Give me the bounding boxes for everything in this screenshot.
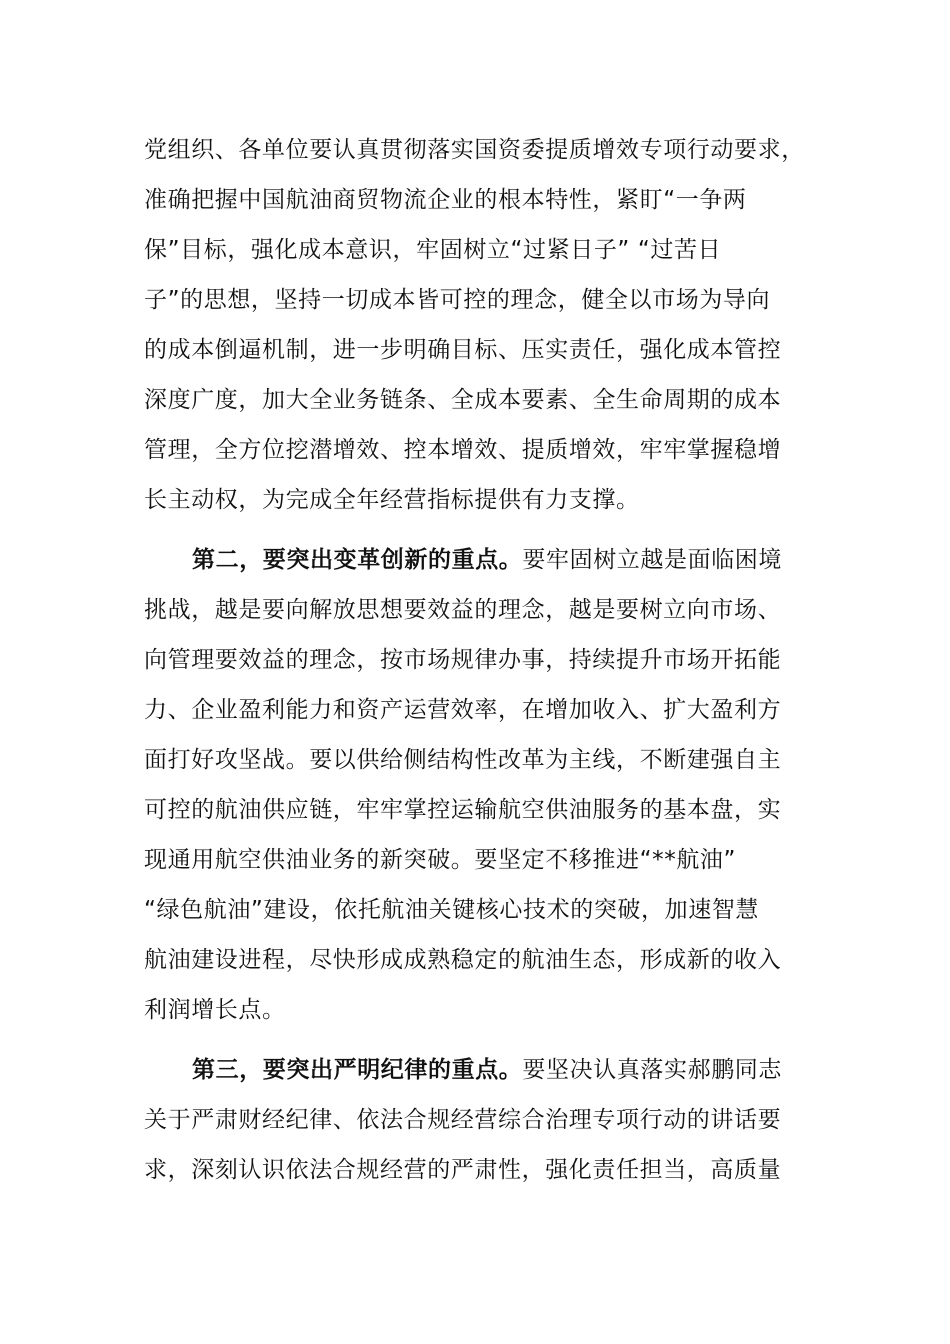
paragraph-line: 航油建设进程，尽快形成成熟稳定的航油生态，形成新的收入: [144, 947, 782, 973]
paragraph-line: 保”目标，强化成本意识，牢固树立“过紧日子” “过苦日: [144, 237, 722, 263]
paragraph-line: 准确把握中国航油商贸物流企业的根本特性，紧盯“一争两: [144, 187, 747, 213]
paragraph-line: 现通用航空供油业务的新突破。要坚定不移推进“**航油”: [144, 847, 737, 873]
paragraph-line: 管理，全方位挖潜增效、控本增效、提质增效，牢牢掌握稳增: [144, 437, 782, 463]
paragraph-line: 挑战，越是要向解放思想要效益的理念，越是要树立向市场、: [144, 597, 782, 623]
paragraph-line: 利润增长点。: [144, 997, 286, 1023]
paragraph-line: 向管理要效益的理念，按市场规律办事，持续提升市场开拓能: [144, 647, 782, 673]
paragraph-line: 可控的航油供应链，牢牢掌控运输航空供油服务的基本盘，实: [144, 797, 782, 823]
paragraph-line: 深度广度，加大全业务链条、全成本要素、全生命周期的成本: [144, 387, 782, 413]
paragraph-line: 子”的思想，坚持一切成本皆可控的理念，健全以市场为导向: [144, 287, 771, 313]
paragraph-line: 求，深刻认识依法合规经营的严肃性，强化责任担当，高质量: [144, 1157, 782, 1183]
paragraph-heading: 第二，要突出变革创新的重点。: [192, 547, 523, 573]
paragraph-text: 要坚决认真落实郝鹏同志: [522, 1057, 783, 1083]
paragraph-line: 力、企业盈利能力和资产运营效率，在增加收入、扩大盈利方: [144, 697, 782, 723]
paragraph-first-line: [192, 1055, 782, 1085]
paragraph-line: 的成本倒逼机制，进一步明确目标、压实责任，强化成本管控: [144, 337, 782, 363]
paragraph-first-line: [192, 545, 782, 575]
paragraph-line: 长主动权，为完成全年经营指标提供有力支撑。: [144, 487, 640, 513]
paragraph-text: 要牢固树立越是面临困境: [522, 547, 783, 573]
paragraph-line: 党组织、各单位要认真贯彻落实国资委提质增效专项行动要求，: [144, 137, 805, 163]
paragraph-line: 关于严肃财经纪律、依法合规经营综合治理专项行动的讲话要: [144, 1107, 782, 1133]
paragraph-heading: 第三，要突出严明纪律的重点。: [192, 1057, 523, 1083]
paragraph-line: 面打好攻坚战。要以供给侧结构性改革为主线，不断建强自主: [144, 747, 782, 773]
paragraph-line: “绿色航油”建设，依托航油关键核心技术的突破，加速智慧: [144, 897, 760, 923]
